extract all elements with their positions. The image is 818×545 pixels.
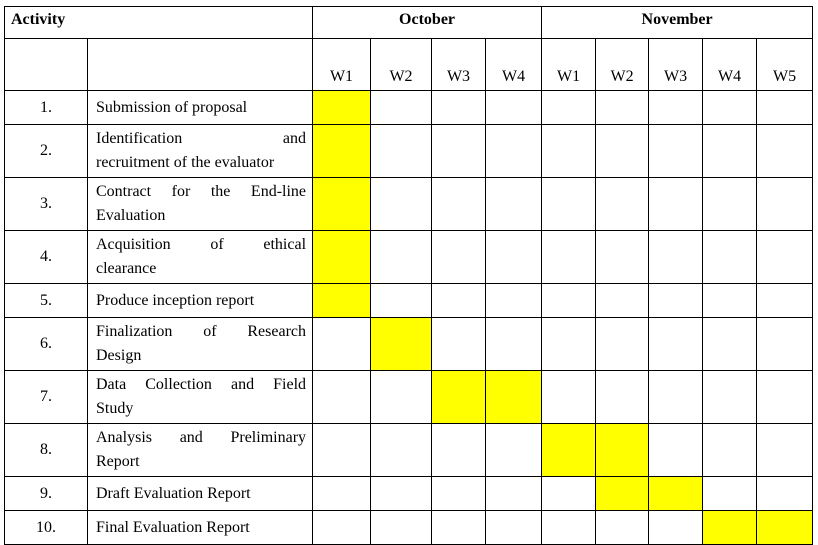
week-cell	[371, 178, 432, 231]
activity-name-line: Design	[96, 347, 142, 364]
activity-name	[88, 125, 313, 178]
activity-number: 6.	[5, 318, 88, 371]
week-cell-active	[313, 125, 371, 178]
week-cell	[486, 511, 542, 545]
week-cell	[313, 511, 371, 545]
week-cell	[649, 318, 703, 371]
week-cell	[757, 284, 813, 318]
week-cell	[596, 125, 649, 178]
week-cell	[703, 424, 757, 477]
week-cell	[596, 371, 649, 424]
activity-name-line: Submission of proposal	[96, 98, 248, 116]
activity-number: 3.	[5, 178, 88, 231]
activity-name	[88, 511, 313, 545]
week-cell	[649, 178, 703, 231]
week-cell-active	[313, 178, 371, 231]
week-cell-active	[596, 424, 649, 477]
week-cell	[596, 511, 649, 545]
week-cell	[596, 284, 649, 318]
week-header: W4	[486, 39, 542, 91]
week-cell	[542, 91, 596, 125]
week-cell	[703, 231, 757, 284]
table-row	[5, 178, 813, 231]
week-cell	[703, 91, 757, 125]
week-cell	[649, 284, 703, 318]
week-cell	[432, 318, 486, 371]
week-cell	[432, 231, 486, 284]
week-cell	[757, 178, 813, 231]
blank-header-cell	[88, 39, 313, 91]
week-cell	[371, 424, 432, 477]
week-cell	[757, 91, 813, 125]
activity-name	[88, 371, 313, 424]
activity-name	[88, 318, 313, 371]
activity-name	[88, 424, 313, 477]
activity-name-line: recruitment of the evaluator	[96, 154, 275, 171]
week-cell	[313, 371, 371, 424]
week-cell	[542, 284, 596, 318]
table-row	[5, 231, 813, 284]
week-cell-active	[542, 424, 596, 477]
activity-number: 10.	[5, 511, 88, 545]
week-cell	[757, 231, 813, 284]
week-cell	[486, 477, 542, 511]
week-cell	[432, 424, 486, 477]
activity-number: 8.	[5, 424, 88, 477]
week-cell-active	[313, 91, 371, 125]
week-cell-active	[703, 511, 757, 545]
week-cell	[703, 178, 757, 231]
week-cell	[486, 284, 542, 318]
week-header-row	[5, 39, 813, 91]
blank-header-cell	[5, 39, 88, 91]
week-header: W3	[649, 39, 703, 91]
week-cell	[542, 511, 596, 545]
week-cell	[432, 511, 486, 545]
week-header: W5	[757, 39, 813, 91]
week-cell	[757, 125, 813, 178]
week-cell	[596, 178, 649, 231]
week-cell	[542, 371, 596, 424]
table-row	[5, 477, 813, 511]
week-header: W2	[371, 39, 432, 91]
week-cell	[757, 424, 813, 477]
week-cell-active	[313, 284, 371, 318]
week-cell-active	[371, 318, 432, 371]
activity-number: 1.	[5, 91, 88, 125]
activity-number: 2.	[5, 125, 88, 178]
activity-schedule-table	[4, 6, 813, 545]
activity-name-line: Report	[96, 453, 140, 470]
week-cell	[649, 511, 703, 545]
week-cell	[649, 231, 703, 284]
week-header: W1	[542, 39, 596, 91]
schedule-body	[5, 91, 813, 545]
month-header-october: October	[313, 7, 542, 39]
week-cell	[486, 318, 542, 371]
week-cell	[757, 477, 813, 511]
week-cell	[371, 125, 432, 178]
week-cell	[542, 318, 596, 371]
week-cell	[371, 477, 432, 511]
week-cell	[757, 371, 813, 424]
activity-name-line: Acquisition of ethical	[96, 236, 307, 253]
week-cell	[486, 231, 542, 284]
table-row	[5, 511, 813, 545]
week-cell	[371, 371, 432, 424]
week-cell-active	[649, 477, 703, 511]
week-cell	[703, 125, 757, 178]
week-cell	[432, 284, 486, 318]
activity-number: 9.	[5, 477, 88, 511]
table-row	[5, 125, 813, 178]
activity-number: 7.	[5, 371, 88, 424]
activity-name-line: Draft Evaluation Report	[96, 484, 251, 502]
week-cell	[486, 178, 542, 231]
week-cell	[432, 125, 486, 178]
activity-name	[88, 231, 313, 284]
activity-name-line: Produce inception report	[96, 291, 255, 309]
table-row	[5, 371, 813, 424]
table-row	[5, 284, 813, 318]
week-cell	[703, 318, 757, 371]
week-cell	[757, 318, 813, 371]
activity-number: 5.	[5, 284, 88, 318]
week-cell	[596, 91, 649, 125]
week-header: W1	[313, 39, 371, 91]
week-cell	[432, 178, 486, 231]
week-cell	[703, 284, 757, 318]
week-cell	[703, 477, 757, 511]
week-cell	[542, 125, 596, 178]
week-cell	[432, 91, 486, 125]
week-cell	[649, 91, 703, 125]
week-cell-active	[757, 511, 813, 545]
week-cell	[371, 91, 432, 125]
week-cell	[432, 477, 486, 511]
month-header-november: November	[542, 7, 813, 39]
week-cell	[649, 371, 703, 424]
activity-number: 4.	[5, 231, 88, 284]
week-cell	[649, 125, 703, 178]
activity-name-line: Identification and	[96, 130, 307, 147]
activity-name-line: Evaluation	[96, 207, 166, 224]
week-cell	[371, 284, 432, 318]
week-cell	[542, 231, 596, 284]
week-cell-active	[313, 231, 371, 284]
activity-name-line: Study	[96, 400, 134, 417]
week-cell	[486, 125, 542, 178]
week-cell	[371, 511, 432, 545]
activity-name-line: Final Evaluation Report	[96, 518, 250, 536]
week-header: W2	[596, 39, 649, 91]
week-cell	[649, 424, 703, 477]
week-header: W3	[432, 39, 486, 91]
activity-name-line: clearance	[96, 260, 157, 277]
activity-name	[88, 284, 313, 318]
week-cell-active	[486, 371, 542, 424]
week-cell	[313, 477, 371, 511]
activity-name	[88, 91, 313, 125]
week-cell	[596, 318, 649, 371]
week-header: W4	[703, 39, 757, 91]
activity-name	[88, 178, 313, 231]
week-cell	[371, 231, 432, 284]
week-cell	[596, 231, 649, 284]
table-row	[5, 424, 813, 477]
week-cell-active	[432, 371, 486, 424]
week-cell-active	[596, 477, 649, 511]
table-row	[5, 318, 813, 371]
activity-name	[88, 477, 313, 511]
week-cell	[542, 178, 596, 231]
week-cell	[486, 91, 542, 125]
week-cell	[313, 318, 371, 371]
week-cell	[313, 424, 371, 477]
activity-name-line: Analysis and Preliminary	[96, 429, 307, 446]
week-cell	[486, 424, 542, 477]
week-cell	[703, 371, 757, 424]
table-row	[5, 91, 813, 125]
activity-name-line: Finalization of Research	[96, 323, 307, 340]
activity-name-line: Data Collection and Field	[96, 376, 307, 393]
activity-name-line: Contract for the End-line	[96, 183, 307, 200]
activity-header: Activity	[5, 7, 313, 39]
week-cell	[542, 477, 596, 511]
